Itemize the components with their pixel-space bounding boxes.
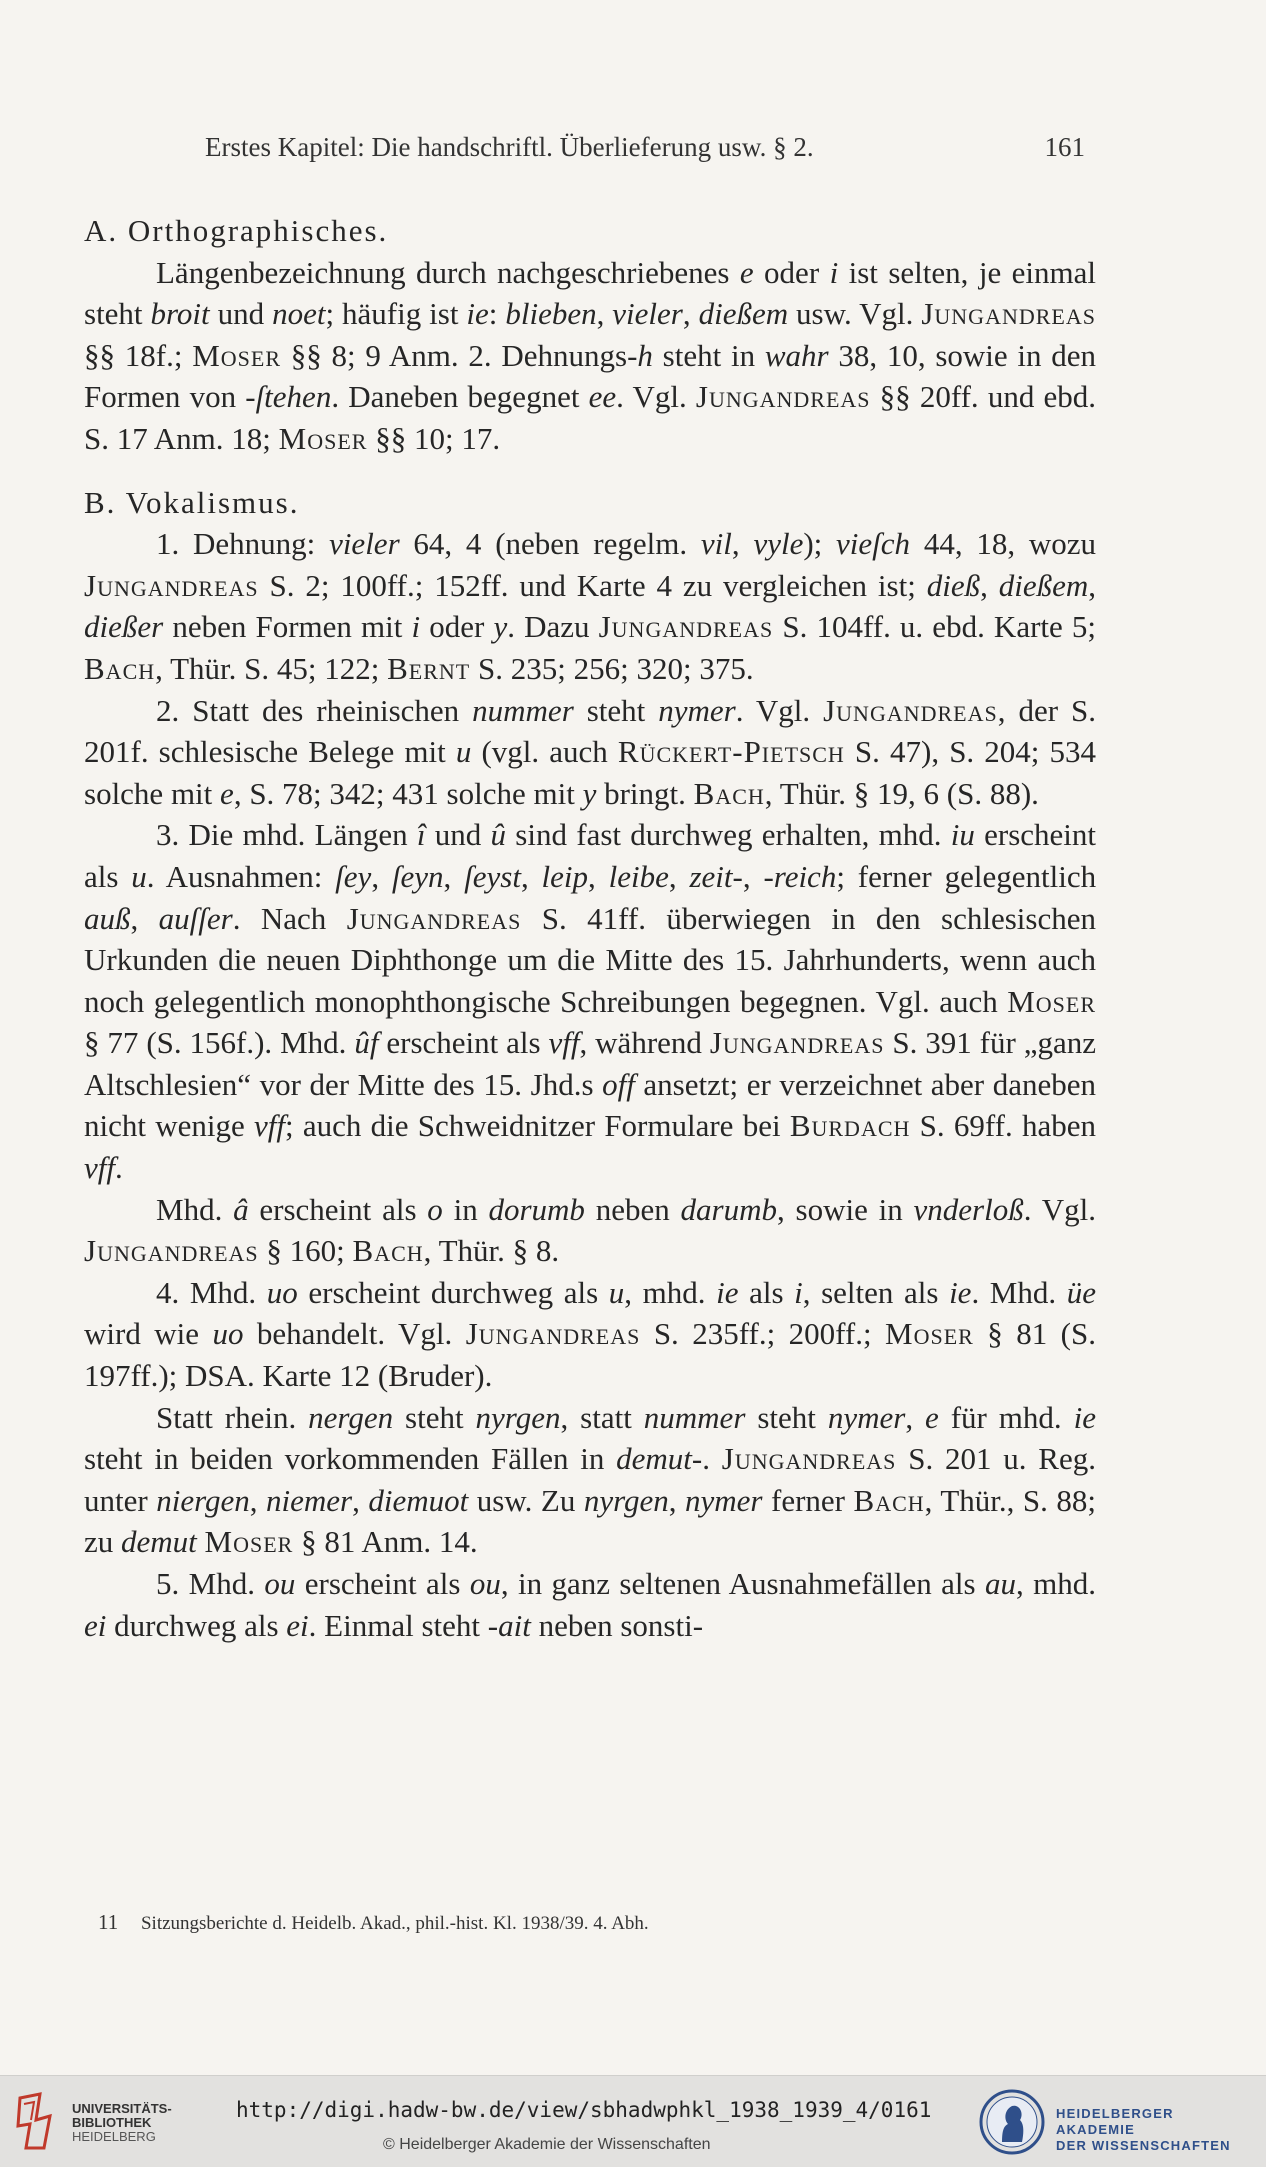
italic-word: broit: [150, 296, 210, 332]
italic-word: ſeyst: [464, 858, 521, 894]
text-run: ,: [130, 900, 159, 936]
italic-word: u: [608, 1274, 625, 1310]
text-run: §§ 10; 17.: [367, 420, 501, 456]
italic-word: uo: [212, 1316, 244, 1352]
text-run: [197, 1524, 205, 1559]
italic-word: -ait: [487, 1607, 531, 1643]
text-run: , Thür. § 8.: [423, 1233, 560, 1269]
italic-word: dießer: [84, 609, 164, 645]
text-run: , der S. 201f. schlesische Belege mit: [84, 692, 1096, 770]
author-name: Moser: [278, 420, 368, 456]
page-number: 161: [1044, 132, 1085, 162]
italic-word: ie: [1073, 1399, 1096, 1435]
italic-word: demut-: [616, 1441, 703, 1477]
text-run: 5. Mhd.: [156, 1566, 265, 1601]
author-name: Jungandreas: [695, 379, 871, 415]
italic-word: ie: [466, 296, 489, 332]
italic-word: off: [602, 1066, 635, 1102]
text-run: 1. Dehnung:: [156, 526, 330, 562]
italic-word: nymer: [685, 1482, 763, 1518]
italic-word: dießem: [998, 567, 1089, 603]
text-run: ,: [588, 858, 609, 894]
section-heading-orthography: A. Orthographisches.: [84, 213, 389, 248]
text-run: ,: [682, 296, 699, 332]
text-run: § 160;: [258, 1233, 353, 1269]
italic-word: nergen: [308, 1399, 394, 1435]
text-run: 2. Statt des rheinischen: [156, 692, 473, 728]
university-library-logo-icon[interactable]: [14, 2090, 64, 2156]
italic-word: auſſer: [158, 900, 233, 936]
text-run: steht: [573, 692, 659, 728]
body-text: [84, 210, 1096, 1646]
italic-word: ei: [286, 1607, 309, 1643]
text-run: ,: [1088, 567, 1097, 603]
italic-word: blieben: [505, 296, 597, 332]
text-run: ferner: [762, 1482, 854, 1518]
author-name: Moser: [885, 1316, 974, 1352]
running-header: [205, 132, 1085, 163]
italic-word: noet: [272, 296, 326, 332]
text-run: , S. 78; 342; 431 solche mit: [233, 775, 583, 811]
text-run: . Vgl.: [735, 692, 824, 728]
text-run: . Einmal steht: [308, 1607, 488, 1643]
author-name: Jungandreas: [346, 900, 522, 936]
university-library-name: [72, 2102, 192, 2144]
text-run: Längenbezeichnung durch nachgeschriebenes: [156, 254, 740, 290]
text-run: 4. Mhd.: [156, 1274, 267, 1310]
text-run: ,: [742, 858, 764, 894]
text-run: S. 104ff. u. ebd. Karte 5;: [773, 609, 1097, 645]
author-name: Jungandreas: [84, 567, 259, 603]
text-run: Statt rhein.: [156, 1399, 309, 1435]
author-name: Bach: [693, 775, 765, 811]
text-run: ; ferner gelegentlich: [836, 858, 1097, 894]
library-line: BIBLIOTHEK: [72, 2115, 152, 2130]
text-run: , sowie in: [776, 1191, 914, 1227]
text-run: . Daneben begegnet: [331, 379, 589, 415]
sheet-signature: 11: [98, 1910, 119, 1934]
italic-word: nummer: [472, 692, 574, 728]
academy-line: DER WISSENSCHAFTEN: [1056, 2138, 1231, 2153]
text-run: § 81 (S. 197ff.); DSA. Karte 12 (Bruder).: [84, 1316, 1096, 1394]
text-run: , während: [579, 1025, 710, 1061]
italic-word: nymer: [827, 1399, 906, 1435]
paragraph: [84, 523, 1096, 689]
text-run: sind fast durchweg erhalten, mhd.: [506, 817, 951, 853]
paragraph: [84, 814, 1096, 1188]
text-run: , mhd.: [1016, 1566, 1096, 1601]
italic-word: u: [455, 734, 472, 770]
text-run: S. 235; 256; 320; 375.: [470, 650, 754, 686]
italic-word: vnderloß: [913, 1191, 1024, 1227]
italic-word: niemer: [266, 1482, 353, 1518]
author-name: Rückert-Pietsch: [617, 734, 845, 770]
author-name: Moser: [1007, 983, 1096, 1019]
text-run: erscheint als: [295, 1566, 470, 1601]
text-run: neben Formen mit: [163, 609, 412, 645]
text-run: S. 47), S. 204; 534 solche mit: [84, 734, 1097, 811]
running-title: Erstes Kapitel: Die handschriftl. Überlieferung usw. § 2.: [205, 132, 814, 162]
author-name: Bernt: [387, 650, 471, 686]
text-run: . Vgl.: [616, 379, 696, 415]
text-run: ,: [371, 858, 392, 894]
italic-word: diemuot: [368, 1482, 469, 1518]
italic-word: demut: [121, 1524, 197, 1560]
text-run: ,: [905, 1399, 926, 1435]
italic-word: leip: [541, 858, 589, 894]
italic-word: i: [794, 1274, 803, 1310]
author-name: Jungandreas: [721, 1441, 897, 1477]
paragraph: [84, 690, 1096, 815]
text-run: S. 2; 100ff.; 152ff. und Karte 4 zu vergleichen ist;: [258, 567, 927, 603]
paragraph: [84, 1189, 1096, 1272]
text-run: ist selten, je einmal steht: [84, 254, 1096, 332]
text-run: 64, 4 (neben regelm.: [399, 526, 701, 562]
italic-word: niergen: [156, 1482, 250, 1518]
paragraph: [84, 252, 1096, 460]
permalink-url[interactable]: http://digi.hadw-bw.de/view/sbhadwphkl_1938_1939_4/0161: [236, 2098, 932, 2122]
text-run: erscheint als: [378, 1025, 549, 1061]
text-run: neben sonsti-: [530, 1607, 704, 1643]
text-run: bringt.: [596, 775, 694, 811]
text-run: § 81 Anm. 14.: [293, 1524, 478, 1560]
italic-word: h: [637, 337, 653, 373]
text-run: usw. Zu: [468, 1482, 584, 1518]
text-run: );: [803, 526, 837, 562]
author-name: Jungandreas: [709, 1025, 885, 1061]
author-name: Bach: [84, 650, 156, 686]
text-run: .: [702, 1441, 722, 1477]
text-run: ,: [731, 526, 754, 562]
text-run: wird wie: [84, 1316, 213, 1352]
italic-word: y: [582, 775, 597, 811]
italic-word: e: [925, 1399, 939, 1435]
author-name: Jungandreas: [823, 692, 998, 728]
italic-word: iu: [950, 817, 975, 853]
italic-word: i: [829, 254, 839, 290]
italic-word: auß: [84, 900, 131, 936]
text-run: 38, 10, sowie in den Formen von: [84, 337, 1097, 415]
italic-word: darumb: [680, 1191, 777, 1227]
author-name: Bach: [853, 1482, 925, 1518]
text-run: ,: [443, 858, 465, 894]
text-run: erscheint als: [84, 817, 1097, 894]
italic-word: vieler: [329, 526, 400, 562]
text-run: ,: [352, 1482, 369, 1518]
text-run: als: [738, 1274, 795, 1310]
footnote-text: Sitzungsberichte d. Heidelb. Akad., phil.-hist. Kl. 1938/39. 4. Abh.: [140, 1913, 649, 1934]
text-run: S. 201 u. Reg. unter: [84, 1441, 1096, 1518]
italic-word: e: [220, 775, 234, 811]
italic-word: nummer: [643, 1399, 746, 1435]
italic-word: au: [985, 1566, 1016, 1601]
text-run: für mhd.: [938, 1399, 1074, 1435]
italic-word: wahr: [764, 337, 829, 373]
author-name: Jungandreas: [465, 1316, 641, 1352]
italic-word: dieß: [926, 567, 981, 603]
text-run: erscheint als: [248, 1191, 428, 1227]
academy-name: [1056, 2106, 1256, 2154]
italic-word: y: [493, 609, 508, 645]
text-run: . Mhd.: [971, 1274, 1067, 1310]
section-heading-vocalism: B. Vokalismus.: [84, 484, 300, 520]
italic-word: vil: [700, 526, 732, 562]
text-run: Mhd.: [156, 1191, 234, 1227]
text-run: durchweg als: [106, 1607, 287, 1643]
italic-word: î: [416, 817, 426, 853]
text-run: ; auch die Schweidnitzer Formulare bei: [285, 1108, 790, 1144]
text-run: . Vgl.: [1023, 1191, 1096, 1227]
text-run: 44, 18, wozu: [910, 526, 1097, 562]
author-name: Jungandreas: [84, 1233, 259, 1269]
italic-word: e: [739, 254, 754, 290]
author-name: Jungandreas: [921, 296, 1096, 332]
text-run: , mhd.: [624, 1274, 717, 1310]
text-run: behandelt. Vgl.: [243, 1316, 466, 1352]
text-run: steht: [745, 1399, 828, 1435]
text-run: S. 391 für „ganz Altschlesien“ vor der Mitte des 15. Jhd.s: [84, 1025, 1097, 1102]
academy-line: HEIDELBERGER AKADEMIE: [1056, 2106, 1174, 2137]
italic-word: ſey: [335, 858, 372, 894]
italic-word: nyrgen: [475, 1399, 561, 1435]
paragraph: [84, 1563, 1096, 1646]
text-run: ,: [980, 567, 999, 603]
text-run: steht: [393, 1399, 476, 1435]
library-line: UNIVERSITÄTS-: [72, 2101, 172, 2116]
text-run: oder: [420, 609, 494, 645]
italic-word: nyrgen: [583, 1482, 669, 1518]
italic-word: ûf: [354, 1025, 379, 1061]
academy-portrait-logo-icon[interactable]: [978, 2088, 1046, 2160]
paragraph: [84, 1272, 1096, 1397]
text-run: und: [425, 817, 491, 853]
italic-word: vieſch: [836, 526, 911, 562]
text-run: , Thür. S. 45; 122;: [155, 650, 388, 686]
text-run: , in ganz seltenen Ausnahmefällen als: [500, 1566, 985, 1601]
italic-word: -ſtehen: [245, 379, 332, 415]
text-run: , Thür., S. 88; zu: [84, 1482, 1096, 1560]
text-run: . Dazu: [507, 609, 599, 645]
italic-word: leibe: [608, 858, 669, 894]
text-run: steht in: [652, 337, 765, 373]
author-name: Burdach: [789, 1108, 911, 1144]
text-run: neben: [584, 1191, 681, 1227]
italic-word: -reich: [763, 858, 837, 894]
text-run: erscheint durchweg als: [297, 1274, 609, 1310]
italic-word: nymer: [658, 692, 736, 728]
italic-word: zeit-: [689, 858, 743, 894]
library-line: HEIDELBERG: [72, 2129, 156, 2144]
italic-word: ie: [949, 1274, 972, 1310]
footer-bar: [0, 2075, 1266, 2167]
italic-word: ou: [469, 1566, 501, 1601]
text-run: § 77 (S. 156f.). Mhd.: [84, 1025, 355, 1061]
italic-word: dorumb: [488, 1191, 585, 1227]
text-run: (vgl. auch: [471, 734, 618, 770]
text-run: .: [115, 1150, 123, 1186]
text-run: , statt: [560, 1399, 644, 1435]
text-run: 3. Die mhd. Längen: [156, 817, 417, 853]
text-run: S. 235ff.; 200ff.;: [640, 1316, 886, 1352]
text-run: steht in beiden vorkommenden Fällen in: [84, 1441, 617, 1477]
italic-word: vyle: [753, 526, 804, 562]
text-run: S. 41ff. überwiegen in den schlesischen Urkunden die neuen Diphthonge um die Mitte des 15. Jahrhunderts, wenn auch noch gelegentlich monophthongische Schreibungen begegnen. Vgl. auch: [84, 900, 1096, 1019]
text-run: S. 69ff. haben: [910, 1108, 1096, 1144]
italic-word: dießem: [698, 296, 789, 332]
italic-word: i: [411, 609, 421, 645]
text-run: ,: [520, 858, 542, 894]
text-run: §§ 8; 9 Anm. 2. Dehnungs-: [281, 337, 638, 373]
italic-word: ee: [588, 379, 617, 415]
text-run: ,: [668, 858, 690, 894]
italic-word: vff: [548, 1025, 580, 1061]
italic-word: ie: [716, 1274, 739, 1310]
italic-word: o: [427, 1191, 443, 1227]
italic-word: u: [131, 858, 147, 894]
text-run: usw. Vgl.: [788, 296, 922, 332]
italic-word: vff: [84, 1150, 115, 1186]
copyright-notice: © Heidelberger Akademie der Wissenschaften: [383, 2136, 711, 2153]
text-run: oder: [753, 254, 830, 290]
paragraph: [84, 1397, 1096, 1563]
text-run: §§ 20ff. und ebd. S. 17 Anm. 18;: [84, 379, 1096, 456]
text-run: , selten als: [802, 1274, 950, 1310]
text-run: . Ausnahmen:: [146, 858, 336, 894]
italic-word: üe: [1066, 1274, 1096, 1310]
italic-word: vieler: [612, 296, 683, 332]
author-name: Bach: [352, 1233, 424, 1269]
text-run: ,: [249, 1482, 266, 1518]
author-name: Moser: [204, 1524, 294, 1560]
text-run: ,: [668, 1482, 686, 1518]
italic-word: â: [233, 1191, 249, 1227]
text-run: in: [442, 1191, 489, 1227]
author-name: Jungandreas: [598, 609, 774, 645]
text-run: ,: [596, 296, 613, 332]
footnote: [98, 1910, 998, 1935]
text-run: ansetzt; er verzeichnet aber daneben nicht wenige: [84, 1066, 1096, 1144]
text-run: , Thür. § 19, 6 (S. 88).: [764, 775, 1039, 811]
italic-word: û: [490, 817, 507, 853]
italic-word: vff: [254, 1108, 285, 1144]
italic-word: ſeyn: [391, 858, 444, 894]
text-run: und: [209, 296, 273, 332]
author-name: Moser: [192, 337, 281, 373]
italic-word: uo: [266, 1274, 298, 1310]
italic-word: ei: [84, 1607, 107, 1643]
text-run: :: [488, 296, 506, 332]
italic-word: ou: [264, 1566, 296, 1601]
text-run: ; häufig ist: [325, 296, 467, 332]
text-run: . Nach: [232, 900, 347, 936]
text-run: §§ 18f.;: [84, 337, 193, 373]
